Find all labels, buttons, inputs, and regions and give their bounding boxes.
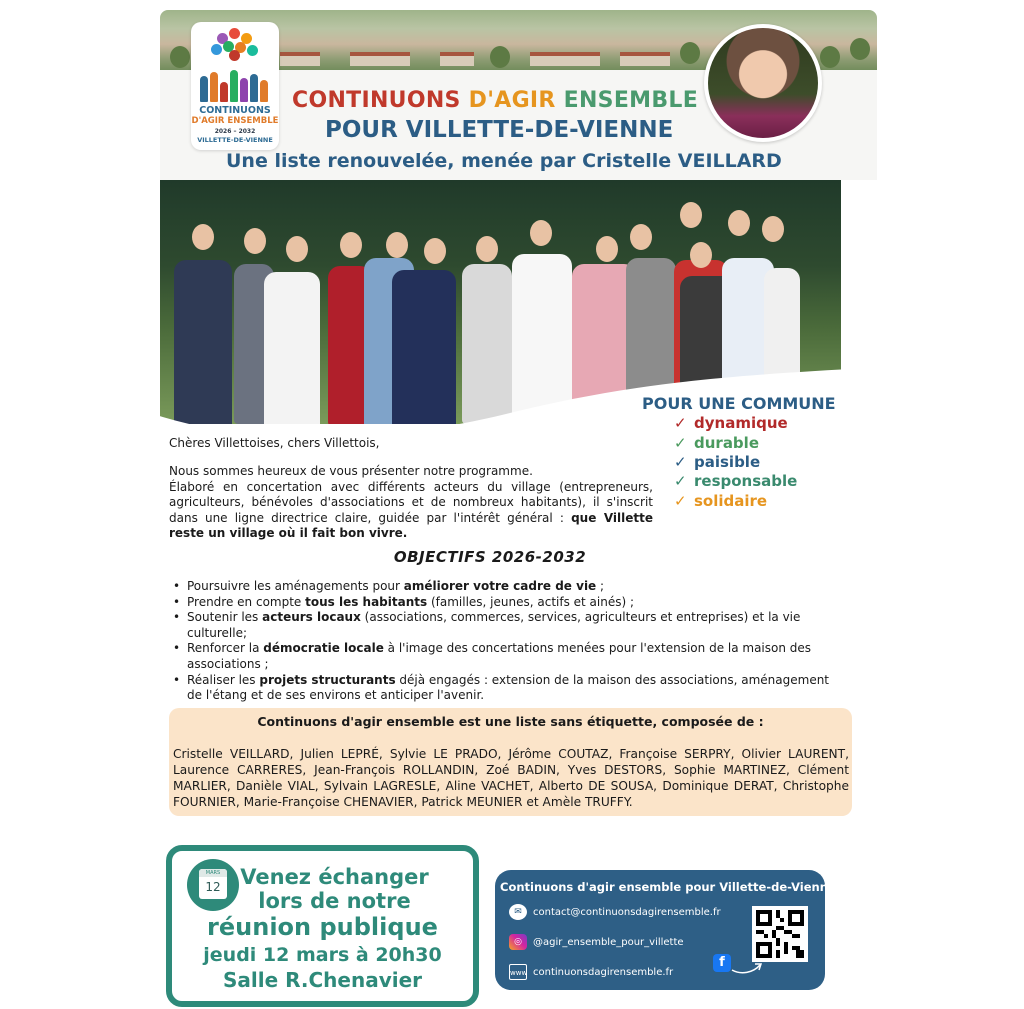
main-title bbox=[292, 88, 698, 113]
composition-box bbox=[169, 708, 852, 816]
logo-years: 2026 – 2032 bbox=[214, 128, 256, 135]
composition-names: Cristelle VEILLARD, Julien LEPRÉ, Sylvie LE PRADO, Jérôme COUTAZ, Françoise SERPRY, Olivier LAURENT, Laurence CARRERES, Jean-François ROLLANDIN, Zoé BADIN, Yves DESTORS, Sophie MARTINEZ, Clément MARLIER, Danièle VIAL, Sylvain LAGRESLE, Aline VACHET, Alberto DE SOUSA, Dominique DERAT, Christophe FOURNIER, Marie-Françoise CHENAVIER, Patrick MEUNIER et Amèle TRUFFY. bbox=[173, 747, 849, 809]
facebook-icon[interactable]: f bbox=[713, 954, 731, 972]
intro-body: Élaboré en concertation avec différents acteurs du village (entrepreneurs, agriculteurs, bénévoles d'associations et de nombreux habitants), il s'inscrit dans une ligne directrice claire, guidée par l'intérêt général : bbox=[169, 479, 653, 525]
greeting: Chères Villettoises, chers Villettois, bbox=[169, 436, 380, 450]
objective-item: • Prendre en compte tous les habitants (familles, jeunes, actifs et ainés) ; bbox=[173, 595, 833, 611]
contact-instagram[interactable] bbox=[509, 934, 684, 950]
candidate-portrait bbox=[704, 24, 822, 142]
logo-town: VILLETTE-DE-VIENNE bbox=[197, 136, 273, 144]
meeting-venue: Salle R.Chenavier bbox=[222, 968, 423, 992]
mail-icon: ✉ bbox=[509, 904, 527, 920]
logo-line1: CONTINUONS bbox=[199, 105, 271, 116]
subtitle: Une liste renouvelée, menée par Cristelle VEILLARD bbox=[226, 150, 782, 172]
commune-item-dynamique: ✓ dynamique bbox=[674, 414, 788, 432]
composition-title: Continuons d'agir ensemble est une liste sans étiquette, composée de : bbox=[257, 714, 764, 729]
objectives-title: OBJECTIFS 2026-2032 bbox=[393, 548, 587, 566]
logo-line2: D'AGIR ENSEMBLE bbox=[191, 116, 279, 126]
instagram-icon: ◎ bbox=[509, 934, 527, 950]
contact-email-text: contact@continuonsdagirensemble.fr bbox=[533, 907, 721, 918]
contact-box bbox=[495, 870, 836, 990]
contact-website[interactable] bbox=[509, 964, 673, 980]
contact-email[interactable] bbox=[509, 904, 721, 920]
title-word-3: ENSEMBLE bbox=[563, 88, 699, 113]
qr-code-icon[interactable] bbox=[752, 906, 808, 962]
meeting-line1: Venez échanger bbox=[240, 865, 429, 889]
people-logo-icon bbox=[200, 66, 270, 102]
meeting-line2: lors de notre bbox=[258, 889, 411, 913]
objective-item: • Renforcer la démocratie locale à l'image des concertations menées pour l'extension de la maison des associations ; bbox=[173, 641, 833, 672]
meeting-line3: réunion publique bbox=[207, 913, 438, 941]
calendar-month: MARS bbox=[199, 869, 227, 877]
contact-title: Continuons d'agir ensemble pour Villette-de-Vienne bbox=[500, 880, 836, 894]
commune-item-responsable: ✓ responsable bbox=[674, 472, 798, 490]
check-icon: ✓ bbox=[674, 414, 687, 432]
commune-item-paisible: ✓ paisible bbox=[674, 453, 761, 471]
public-meeting-box bbox=[166, 845, 479, 1007]
meeting-date: jeudi 12 mars à 20h30 bbox=[203, 944, 442, 966]
objective-item: • Soutenir les acteurs locaux (associations, commerces, services, agriculteurs et entreprises) et la vie culturelle; bbox=[173, 610, 833, 641]
tree-logo-icon bbox=[211, 28, 259, 62]
objective-item: • Poursuivre les aménagements pour améliorer votre cadre de vie ; bbox=[173, 579, 833, 595]
website-icon: www bbox=[509, 964, 527, 980]
contact-website-text: continuonsdagirensemble.fr bbox=[533, 967, 674, 978]
title-word-2: D'AGIR bbox=[468, 88, 556, 113]
intro-paragraph bbox=[169, 464, 653, 542]
commune-title: POUR UNE COMMUNE bbox=[642, 394, 836, 413]
calendar-day: 12 bbox=[205, 880, 221, 894]
main-title-line2: POUR VILLETTE-DE-VIENNE bbox=[325, 117, 674, 143]
check-icon: ✓ bbox=[674, 453, 687, 471]
check-icon: ✓ bbox=[674, 472, 687, 490]
commune-item-durable: ✓ durable bbox=[674, 434, 759, 452]
intro-line1: Nous sommes heureux de vous présenter notre programme. bbox=[169, 464, 533, 478]
check-icon: ✓ bbox=[674, 492, 687, 510]
campaign-logo bbox=[191, 22, 279, 150]
title-word-1: CONTINUONS bbox=[292, 88, 461, 113]
intro-body-bold: que Villette reste un village où il fait bon vivre. bbox=[169, 510, 654, 541]
arrow-icon bbox=[731, 960, 763, 974]
objective-item: • Réaliser les projets structurants déjà engagés : extension de la maison des associations, aménagement de l'étang et de ses environs et anticiper l'avenir. bbox=[173, 673, 833, 704]
check-icon: ✓ bbox=[674, 434, 687, 452]
contact-instagram-text: @agir_ensemble_pour_villette bbox=[533, 937, 684, 948]
objectives-list bbox=[173, 579, 833, 704]
commune-item-solidaire: ✓ solidaire bbox=[674, 492, 768, 510]
